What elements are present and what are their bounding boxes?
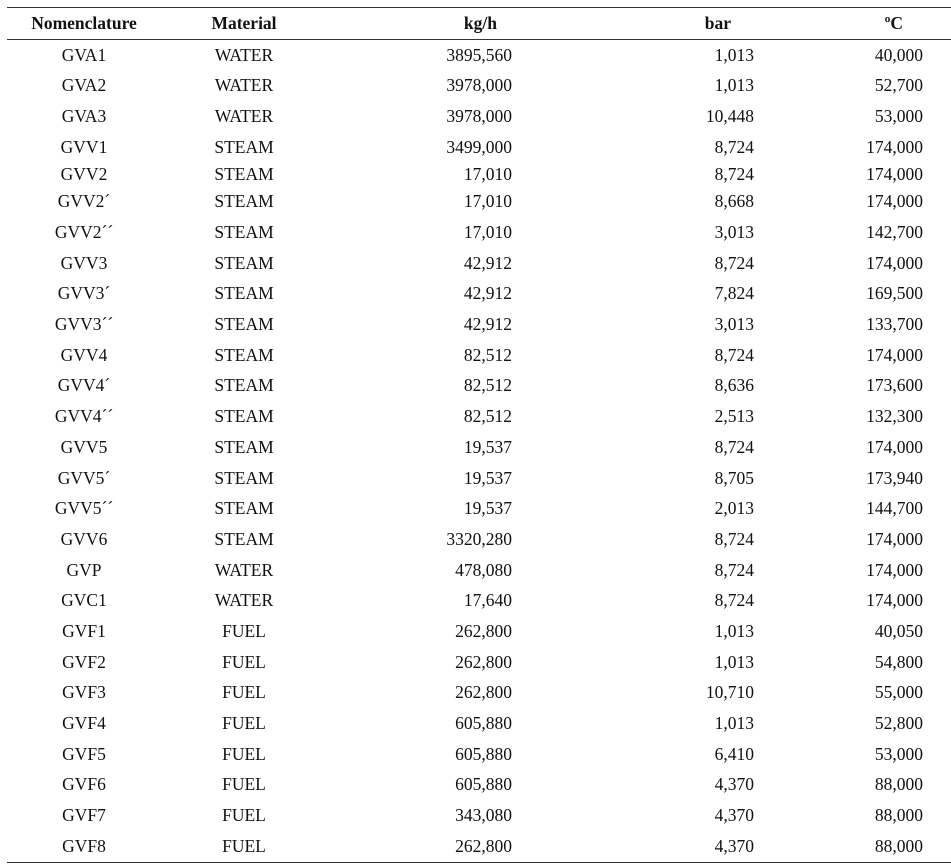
cell-material: FUEL	[222, 713, 266, 734]
table-row	[7, 187, 951, 218]
table-row	[7, 463, 951, 494]
cell-temperature: 142,700	[866, 222, 923, 243]
cell-temperature: 174,000	[866, 191, 923, 212]
table-row	[7, 432, 951, 463]
cell-nomenclature: GVF6	[62, 774, 106, 795]
stream-table-container	[7, 7, 923, 863]
cell-pressure: 8,724	[714, 136, 754, 157]
cell-mass-flow: 82,512	[463, 344, 512, 365]
cell-material: STEAM	[214, 222, 274, 243]
cell-pressure: 3,013	[714, 222, 754, 243]
cell-temperature: 174,000	[866, 436, 923, 457]
cell-material: STEAM	[214, 136, 274, 157]
cell-nomenclature: GVF7	[62, 805, 106, 826]
stream-table	[7, 7, 951, 863]
cell-pressure: 8,724	[714, 344, 754, 365]
cell-nomenclature: GVV6	[60, 528, 108, 549]
cell-material: STEAM	[214, 436, 274, 457]
cell-nomenclature: GVF5	[62, 743, 106, 764]
cell-mass-flow: 42,912	[463, 314, 512, 335]
header-material: Material	[161, 8, 327, 40]
table-row	[7, 831, 951, 862]
cell-material: STEAM	[214, 375, 274, 396]
cell-mass-flow: 17,640	[463, 590, 512, 611]
cell-material: FUEL	[222, 651, 266, 672]
cell-temperature: 173,600	[866, 375, 923, 396]
cell-nomenclature: GVV3	[60, 252, 108, 273]
table-row	[7, 163, 951, 187]
cell-pressure: 8,668	[714, 191, 754, 212]
table-row	[7, 678, 951, 709]
cell-pressure: 4,370	[574, 831, 774, 862]
cell-nomenclature: GVV2´	[57, 191, 111, 212]
cell-mass-flow: 343,080	[455, 805, 512, 826]
cell-nomenclature: GVV2´´	[54, 222, 114, 243]
cell-nomenclature: GVV5´	[57, 467, 111, 488]
cell-nomenclature: GVV3´	[57, 283, 111, 304]
cell-temperature: 144,700	[866, 498, 923, 519]
cell-nomenclature: GVP	[66, 559, 102, 580]
cell-pressure: 2,013	[714, 498, 754, 519]
cell-material: STEAM	[214, 164, 274, 184]
cell-pressure: 10,710	[705, 682, 754, 703]
cell-pressure: 8,724	[714, 252, 754, 273]
cell-mass-flow: 19,537	[463, 498, 512, 519]
table-row	[7, 132, 951, 163]
table-row	[7, 494, 951, 525]
cell-mass-flow: 19,537	[463, 467, 512, 488]
cell-pressure: 8,724	[714, 590, 754, 611]
cell-temperature: 40,000	[874, 44, 923, 65]
cell-material: STEAM	[214, 252, 274, 273]
cell-mass-flow: 17,010	[463, 191, 512, 212]
cell-nomenclature: GVV4	[60, 344, 108, 365]
cell-nomenclature: GVV3´´	[54, 314, 114, 335]
cell-material: STEAM	[214, 406, 274, 427]
cell-mass-flow: 3895,560	[446, 44, 512, 65]
cell-nomenclature: GVF1	[62, 620, 106, 641]
cell-nomenclature: GVV5	[60, 436, 108, 457]
cell-material: STEAM	[214, 528, 274, 549]
cell-material: FUEL	[222, 743, 266, 764]
table-row	[7, 739, 951, 770]
cell-pressure: 1,013	[714, 651, 754, 672]
cell-nomenclature: GVA3	[61, 105, 107, 126]
table-body	[7, 40, 951, 863]
cell-material: WATER	[214, 590, 274, 611]
table-row	[7, 402, 951, 433]
cell-pressure: 1,013	[714, 44, 754, 65]
header-nomenclature: Nomenclature	[7, 8, 161, 40]
cell-pressure: 8,724	[714, 164, 754, 184]
cell-mass-flow: 605,880	[455, 743, 512, 764]
cell-temperature: 54,800	[874, 651, 923, 672]
table-row	[7, 40, 951, 71]
cell-pressure: 1,013	[714, 620, 754, 641]
cell-material: STEAM	[214, 314, 274, 335]
header-temperature: ºC	[774, 8, 951, 40]
cell-mass-flow: 17,010	[463, 222, 512, 243]
cell-nomenclature: GVC1	[61, 590, 107, 611]
cell-temperature: 174,000	[866, 252, 923, 273]
cell-material: STEAM	[214, 498, 274, 519]
cell-pressure: 8,636	[714, 375, 754, 396]
cell-mass-flow: 262,800	[327, 831, 574, 862]
cell-temperature: 174,000	[866, 590, 923, 611]
table-row	[7, 279, 951, 310]
cell-mass-flow: 3978,000	[446, 105, 512, 126]
cell-pressure: 8,724	[714, 559, 754, 580]
cell-temperature: 173,940	[866, 467, 923, 488]
cell-material: WATER	[214, 44, 274, 65]
table-row	[7, 371, 951, 402]
cell-material: WATER	[214, 75, 274, 96]
cell-mass-flow: 82,512	[463, 406, 512, 427]
cell-nomenclature: GVV5´´	[54, 498, 114, 519]
cell-pressure: 6,410	[714, 743, 754, 764]
cell-temperature: 174,000	[866, 344, 923, 365]
cell-material: STEAM	[214, 191, 274, 212]
cell-pressure: 4,370	[714, 805, 754, 826]
cell-mass-flow: 42,912	[463, 283, 512, 304]
cell-mass-flow: 262,800	[455, 651, 512, 672]
cell-mass-flow: 262,800	[455, 620, 512, 641]
cell-mass-flow: 3320,280	[446, 528, 512, 549]
cell-material: FUEL	[222, 805, 266, 826]
table-row	[7, 101, 951, 132]
table-row	[7, 340, 951, 371]
table-row	[7, 708, 951, 739]
header-pressure: bar	[574, 8, 774, 40]
table-row	[7, 616, 951, 647]
cell-temperature: 174,000	[866, 559, 923, 580]
cell-material: FUEL	[161, 831, 327, 862]
cell-temperature: 88,000	[874, 774, 923, 795]
cell-pressure: 2,513	[714, 406, 754, 427]
cell-temperature: 40,050	[874, 620, 923, 641]
cell-mass-flow: 82,512	[463, 375, 512, 396]
table-header	[7, 8, 951, 40]
cell-temperature: 88,000	[774, 831, 951, 862]
table-row	[7, 801, 951, 832]
cell-mass-flow: 3499,000	[446, 136, 512, 157]
cell-pressure: 10,448	[705, 105, 754, 126]
cell-mass-flow: 42,912	[463, 252, 512, 273]
table-row	[7, 217, 951, 248]
cell-mass-flow: 262,800	[455, 682, 512, 703]
cell-temperature: 88,000	[874, 805, 923, 826]
table-row	[7, 586, 951, 617]
header-mass-flow: kg/h	[327, 8, 574, 40]
cell-pressure: 4,370	[714, 774, 754, 795]
cell-mass-flow: 3978,000	[446, 75, 512, 96]
cell-temperature: 53,000	[874, 743, 923, 764]
cell-nomenclature: GVF8	[7, 831, 161, 862]
cell-temperature: 53,000	[874, 105, 923, 126]
cell-pressure: 8,724	[714, 528, 754, 549]
cell-pressure: 3,013	[714, 314, 754, 335]
cell-temperature: 132,300	[866, 406, 923, 427]
cell-material: WATER	[214, 105, 274, 126]
cell-mass-flow: 605,880	[455, 774, 512, 795]
cell-nomenclature: GVA2	[61, 75, 107, 96]
cell-temperature: 133,700	[866, 314, 923, 335]
cell-nomenclature: GVF3	[62, 682, 106, 703]
cell-material: STEAM	[214, 467, 274, 488]
cell-pressure: 1,013	[714, 713, 754, 734]
table-row	[7, 310, 951, 341]
table-row	[7, 647, 951, 678]
cell-pressure: 7,824	[714, 283, 754, 304]
cell-material: FUEL	[222, 682, 266, 703]
cell-pressure: 8,724	[714, 436, 754, 457]
cell-nomenclature: GVF4	[62, 713, 106, 734]
table-row	[7, 524, 951, 555]
cell-nomenclature: GVA1	[61, 44, 107, 65]
cell-mass-flow: 478,080	[455, 559, 512, 580]
cell-material: STEAM	[214, 344, 274, 365]
cell-mass-flow: 17,010	[463, 164, 512, 184]
cell-pressure: 8,705	[714, 467, 754, 488]
cell-mass-flow: 19,537	[463, 436, 512, 457]
table-row	[7, 248, 951, 279]
table-row	[7, 555, 951, 586]
cell-nomenclature: GVV1	[60, 136, 108, 157]
cell-temperature: 174,000	[866, 164, 923, 184]
cell-nomenclature: GVF2	[62, 651, 106, 672]
cell-pressure: 1,013	[714, 75, 754, 96]
cell-mass-flow: 605,880	[455, 713, 512, 734]
cell-nomenclature: GVV2	[60, 164, 108, 184]
cell-material: FUEL	[222, 774, 266, 795]
table-row	[7, 71, 951, 102]
cell-temperature: 55,000	[874, 682, 923, 703]
cell-temperature: 174,000	[866, 136, 923, 157]
cell-nomenclature: GVV4´´	[54, 406, 114, 427]
header-row	[7, 8, 951, 40]
cell-temperature: 174,000	[866, 528, 923, 549]
cell-material: FUEL	[222, 620, 266, 641]
cell-material: STEAM	[214, 283, 274, 304]
table-row	[7, 770, 951, 801]
cell-temperature: 52,800	[874, 713, 923, 734]
cell-nomenclature: GVV4´	[57, 375, 111, 396]
cell-temperature: 169,500	[866, 283, 923, 304]
cell-temperature: 52,700	[874, 75, 923, 96]
cell-material: WATER	[214, 559, 274, 580]
